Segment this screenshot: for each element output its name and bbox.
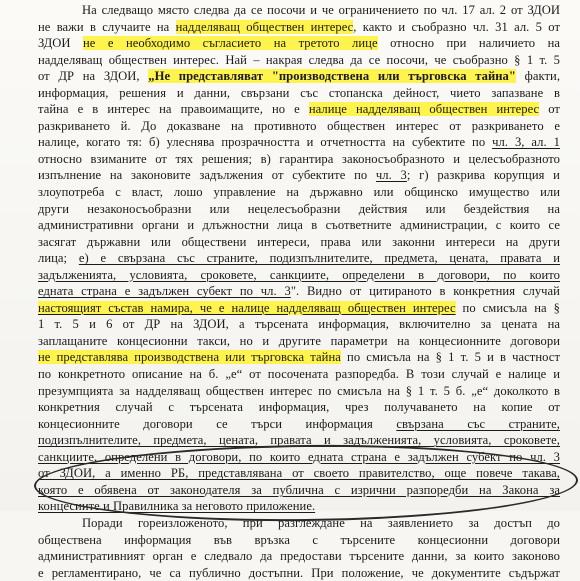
text-line	[38, 399, 560, 416]
text-line	[38, 482, 560, 499]
text-segment: ". Видно от цитираното в конкретния случай	[290, 284, 560, 299]
text-segment: ЗДОИ	[38, 36, 83, 51]
text-line	[38, 201, 560, 218]
underlined-text: чл. 3	[530, 449, 560, 464]
text-line	[38, 366, 560, 383]
text-line	[38, 19, 560, 36]
text-line	[38, 2, 560, 19]
document-text	[38, 2, 560, 581]
text-segment: заплащаните концесионни такси, но и другите параметри на концесионните договори	[38, 333, 560, 348]
text-segment: други незаконосъобразни или нецелесъобразни действия или бездействия на	[38, 201, 560, 216]
text-line	[38, 151, 560, 168]
highlighted-text: „Не представляват "производствена или търговска тайна"	[148, 69, 516, 84]
text-segment: административни органи и длъжностни лица в съответните администрации, с които се	[38, 218, 560, 233]
highlighted-text: налице надделяващ обществен интерес	[308, 102, 540, 117]
underlined-text: концесиите и Правилника за неговото приложение.	[38, 499, 316, 514]
text-segment: , както и съобразно чл. 31 ал. 5 от	[353, 19, 560, 34]
text-segment: презумпцията за надделяващ обществен интерес по смисъла на § 1 т. 5 б. „е“ доколкото в	[38, 383, 560, 398]
text-segment: 1 т. 5 и 6 от ДР на ЗДОИ, а търсената информация, включително за цената на	[38, 317, 560, 332]
text-segment: по смисъла на § 1 т. 5 и в частност	[340, 350, 560, 365]
text-line	[38, 68, 560, 85]
text-segment: е регламентирано, че са публично достъпни. При положение, че документите съдържат	[38, 565, 560, 580]
underlined-text: от ЗДОИ, а именно РБ, представлявана от своето правителство, още повече такава,	[38, 466, 560, 481]
text-line	[38, 35, 560, 52]
text-segment: злоупотреба с власт, лошо управление на държавно или общинско имущество или	[38, 185, 560, 200]
text-line	[38, 548, 560, 565]
text-line	[38, 118, 560, 135]
text-line	[38, 316, 560, 333]
text-segment: обществена информация във връзка с търсените концесионни договори	[38, 532, 560, 547]
text-segment: административният орган е следвало да предостави търсените данни, за които законово	[38, 549, 560, 564]
text-line	[38, 532, 560, 549]
text-segment: изпълнение на законовите задължения от субектите по	[38, 168, 376, 183]
text-line	[38, 300, 560, 317]
text-segment: по конкретното описание на б. „е“ от посочената разпоредба. В този случай е налице и	[38, 367, 560, 382]
text-line	[38, 432, 560, 449]
text-segment: от ДР на ЗДОИ,	[38, 69, 149, 84]
underlined-text: която е обявена от законодателя за публична с изрични разпоредби на Закона за	[38, 482, 560, 497]
text-segment: засягат държавни или обществени интереси, права или законни интереси на други	[38, 234, 560, 249]
text-line	[38, 184, 560, 201]
underlined-text: санкциите, определени в договори, по които едната страна е задължен субект по	[38, 449, 531, 464]
text-segment: конкретния случай с търсената информация, чрез получаването на копие от	[38, 400, 560, 415]
text-line	[38, 217, 560, 234]
text-segment: Поради гореизложеното, при разглеждане на заявлението за достъп до	[82, 515, 560, 530]
text-line	[38, 465, 560, 482]
text-line	[38, 449, 560, 466]
highlighted-text: не представлява производствена или търговска тайна	[38, 350, 341, 365]
underlined-text: задълженията, условията, сроковете, санкциите, определени в договори, по които	[38, 267, 560, 282]
text-line	[38, 101, 560, 118]
text-segment: надделяващ обществен интерес. Най – накрая следва да се посочи, че съобразно § 1 т. 5	[38, 52, 560, 67]
underlined-text: е) е свързана със страните, подизпълнителите, предмета, цената, правата и	[78, 251, 560, 266]
underlined-text: едната страна е задължен субект по	[38, 284, 261, 299]
text-line	[38, 52, 560, 69]
text-segment: концесионните договори се търси информация	[38, 416, 397, 431]
text-line	[38, 383, 560, 400]
highlighted-text: надделяващ обществен интерес	[175, 19, 354, 34]
text-line	[38, 234, 560, 251]
text-line	[38, 349, 560, 366]
text-segment: не важи в случаите на	[38, 19, 176, 34]
text-line	[38, 167, 560, 184]
highlighted-text: не е необходимо съгласието на третото лице	[83, 36, 378, 51]
text-segment: факти,	[515, 69, 560, 84]
text-segment: ; г) разкрива корупция и	[406, 168, 560, 183]
text-segment: тайна е в интерес на правоимащите, но е	[38, 102, 309, 117]
highlighted-text: настоящият състав намира, че е налице надделяващ обществен интерес	[38, 300, 456, 315]
text-line	[38, 416, 560, 433]
text-line	[38, 267, 560, 284]
underlined-text: свързана със страните,	[396, 416, 560, 431]
text-line	[38, 85, 560, 102]
text-line	[38, 134, 560, 151]
text-line	[38, 498, 560, 515]
text-segment: На следващо място следва да се посочи и че ограничението по чл. 17 ал. 2 от ЗДОИ	[82, 3, 560, 17]
text-segment: по смисъла на §	[455, 300, 560, 315]
text-segment: относно при наличието на	[377, 36, 560, 51]
underlined-text: чл. 3, ал. 1	[492, 135, 560, 150]
text-segment: информация, решения и данни, свързани със стопанска дейност, чието запазване в	[38, 85, 560, 100]
text-segment: от	[539, 102, 560, 117]
text-segment: разкриването й. До доказване на противното обществен интерес от разкриването е	[38, 118, 560, 133]
text-line	[38, 565, 560, 581]
text-line	[38, 333, 560, 350]
text-segment: налице, когато тя: б) улеснява прозрачността и отчетността на субектите по	[38, 135, 493, 150]
text-line	[38, 515, 560, 532]
text-line	[38, 250, 560, 267]
text-segment: лица;	[38, 251, 79, 266]
text-segment: относно взиманите от тях решения; в) гарантира законосъобразното и целесъобразното	[38, 151, 560, 166]
underlined-text: чл. 3	[375, 168, 407, 183]
text-line	[38, 283, 560, 300]
underlined-text: чл. 3	[260, 284, 291, 299]
underlined-text: подизпълнителите, предмета, цената, правата и задълженията, условията, сроковете,	[38, 433, 560, 448]
